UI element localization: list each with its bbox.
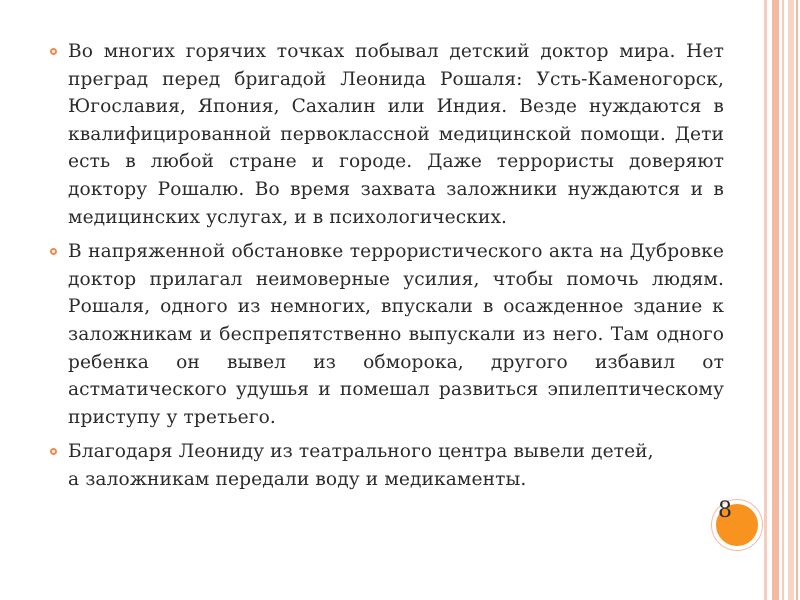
stripe bbox=[788, 0, 794, 600]
stripe bbox=[796, 0, 798, 600]
bullet-circle-icon bbox=[50, 448, 57, 455]
bullet-text: Во многих горячих точках побывал детский доктор мира. Нет преград перед бригадой Леонида Рошаля: Усть-Каменогорск, Югославия, Япония, Сахалин или Индия. Везде нуждаются в квалифицированной первоклассной медицинской помощи. Дети есть в любой стране и городе. Даже террористы доверяют доктору Рошалю. Во время захвата заложники нуждаются и в медицинских услугах, и в психологических. bbox=[68, 41, 724, 228]
bullet-item bbox=[48, 438, 668, 493]
decorative-stripes bbox=[760, 0, 800, 600]
bullet-item bbox=[48, 38, 724, 231]
stripe bbox=[782, 0, 784, 600]
bullet-list bbox=[48, 38, 724, 501]
page-number-badge bbox=[712, 500, 762, 550]
stripe bbox=[764, 0, 767, 600]
bullet-text: Благодаря Леониду из театрального центра вывели детей, а заложникам передали воду и медикаменты. bbox=[68, 441, 654, 490]
bullet-item bbox=[48, 238, 724, 431]
stripe bbox=[772, 0, 779, 600]
page-number: 8 bbox=[718, 498, 732, 523]
bullet-text: В напряженной обстановке террористического акта на Дубровке доктор прилагал неимоверные усилия, чтобы помочь людям. Рошаля, одного из немногих, впускали в осажденное здание к заложникам и беспрепятственно выпускали из него. Там одного ребенка он вывел из обморока, другого избавил от астматического удушья и помешал развиться эпилептическому приступу у третьего. bbox=[68, 241, 724, 428]
bullet-circle-icon bbox=[50, 48, 57, 55]
bullet-circle-icon bbox=[50, 248, 57, 255]
